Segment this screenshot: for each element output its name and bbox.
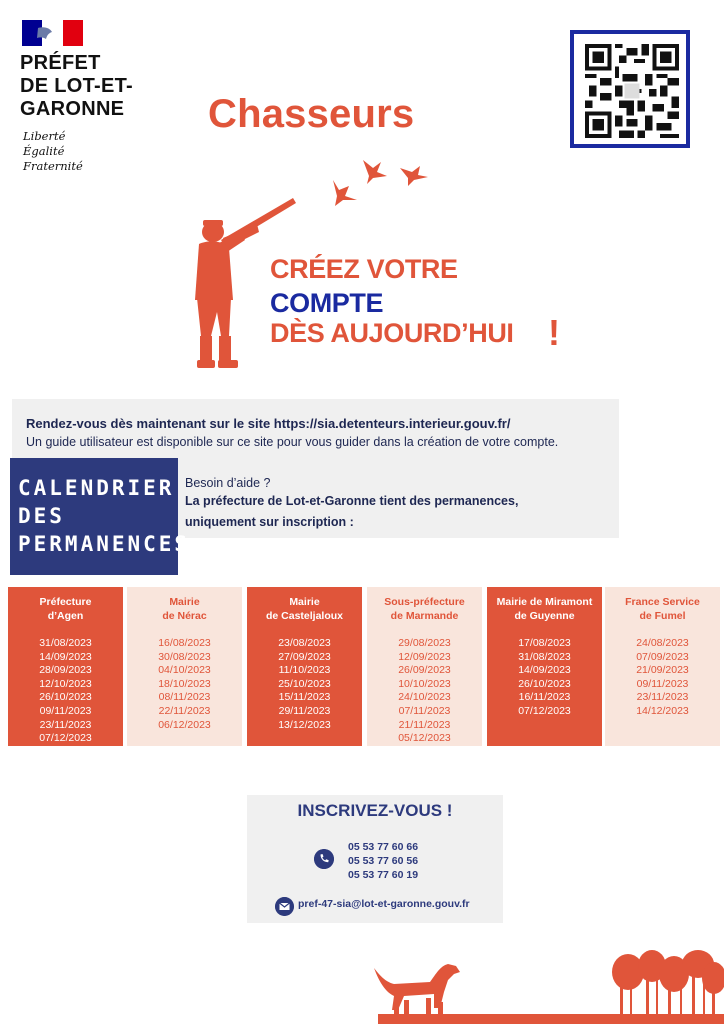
- schedule-column-marmande: [367, 587, 482, 746]
- page-title: Chasseurs: [208, 92, 415, 136]
- schedule-dates: 31/08/2023 14/09/2023 28/09/2023 12/10/2023 26/10/2023 09/11/2023 23/11/2023 07/12/2023: [39, 637, 92, 745]
- phone-number[interactable]: 05 53 77 60 56: [348, 855, 419, 867]
- prefet-title: PRÉFET DE LOT-ET- GARONNE: [20, 52, 133, 120]
- qr-code[interactable]: [585, 44, 679, 138]
- phone-number[interactable]: 05 53 77 60 66: [348, 841, 419, 853]
- schedule-location: France Service de Fumel: [625, 596, 700, 622]
- schedule-location: Sous-préfecture de Marmande: [384, 596, 465, 622]
- website-instruction[interactable]: Rendez-vous dès maintenant sur le site https://sia.detenteurs.interieur.gouv.fr/: [26, 416, 511, 431]
- mail-icon: [275, 897, 294, 916]
- flying-duck-icon: [363, 160, 387, 184]
- schedule-dates: 24/08/2023 07/09/2023 21/09/2023 09/11/2023 23/11/2023 14/12/2023: [636, 637, 689, 717]
- marianne-flag-logo: [22, 20, 83, 46]
- flying-duck-icon: [400, 166, 428, 186]
- help-line-1: La préfecture de Lot-et-Garonne tient des permanences,: [185, 494, 519, 508]
- guide-note: Un guide utilisateur est disponible sur ce site pour vous guider dans la création de votre compte.: [26, 435, 559, 449]
- tagline-line-2: COMPTE: [270, 288, 384, 318]
- phone-icon: [314, 849, 334, 869]
- schedule-location: Préfecture d’Agen: [39, 596, 92, 622]
- help-line-2: uniquement sur inscription :: [185, 515, 354, 529]
- schedule-location: Mairie de Nérac: [162, 596, 207, 622]
- tagline-line-3: DÈS AUJOURD’HUI: [270, 318, 514, 348]
- schedule-dates: 23/08/2023 27/09/2023 11/10/2023 25/10/2023 15/11/2023 29/11/2023 13/12/2023: [278, 637, 331, 731]
- tagline-exclamation: !: [548, 312, 560, 353]
- schedule-column-casteljaloux: [247, 587, 362, 746]
- schedule-column-fumel: [605, 587, 720, 746]
- flying-duck-icon: [333, 180, 357, 206]
- tagline-line-1: CRÉEZ VOTRE: [270, 254, 458, 284]
- schedule-dates: 29/08/2023 12/09/2023 26/09/2023 10/10/2023 24/10/2023 07/11/2023 21/11/2023 05/12/2023: [398, 637, 451, 745]
- email-link[interactable]: pref-47-sia@lot-et-garonne.gouv.fr: [298, 898, 470, 910]
- schedule-dates: 16/08/2023 30/08/2023 04/10/2023 18/10/2023 08/11/2023 22/11/2023 06/12/2023: [158, 637, 211, 731]
- schedule-location: Mairie de Miramont de Guyenne: [496, 596, 593, 622]
- help-question: Besoin d’aide ?: [185, 476, 271, 490]
- contact-heading: INSCRIVEZ-VOUS !: [297, 801, 453, 820]
- calendar-heading: CALENDRIER DES PERMANENCES: [18, 476, 191, 556]
- schedule-dates: 17/08/2023 31/08/2023 14/09/2023 26/10/2023 16/11/2023 07/12/2023: [518, 637, 571, 717]
- ground-strip: [378, 1014, 724, 1024]
- schedule-location: Mairie de Casteljaloux: [265, 596, 344, 622]
- schedule-column-miramont: [487, 587, 602, 746]
- tree-line-illustration: [608, 948, 724, 1024]
- schedule-column-agen: [8, 587, 123, 746]
- republic-motto: Liberté Égalité Fraternité: [23, 129, 83, 173]
- phone-number[interactable]: 05 53 77 60 19: [348, 869, 419, 881]
- schedule-column-nerac: [127, 587, 242, 746]
